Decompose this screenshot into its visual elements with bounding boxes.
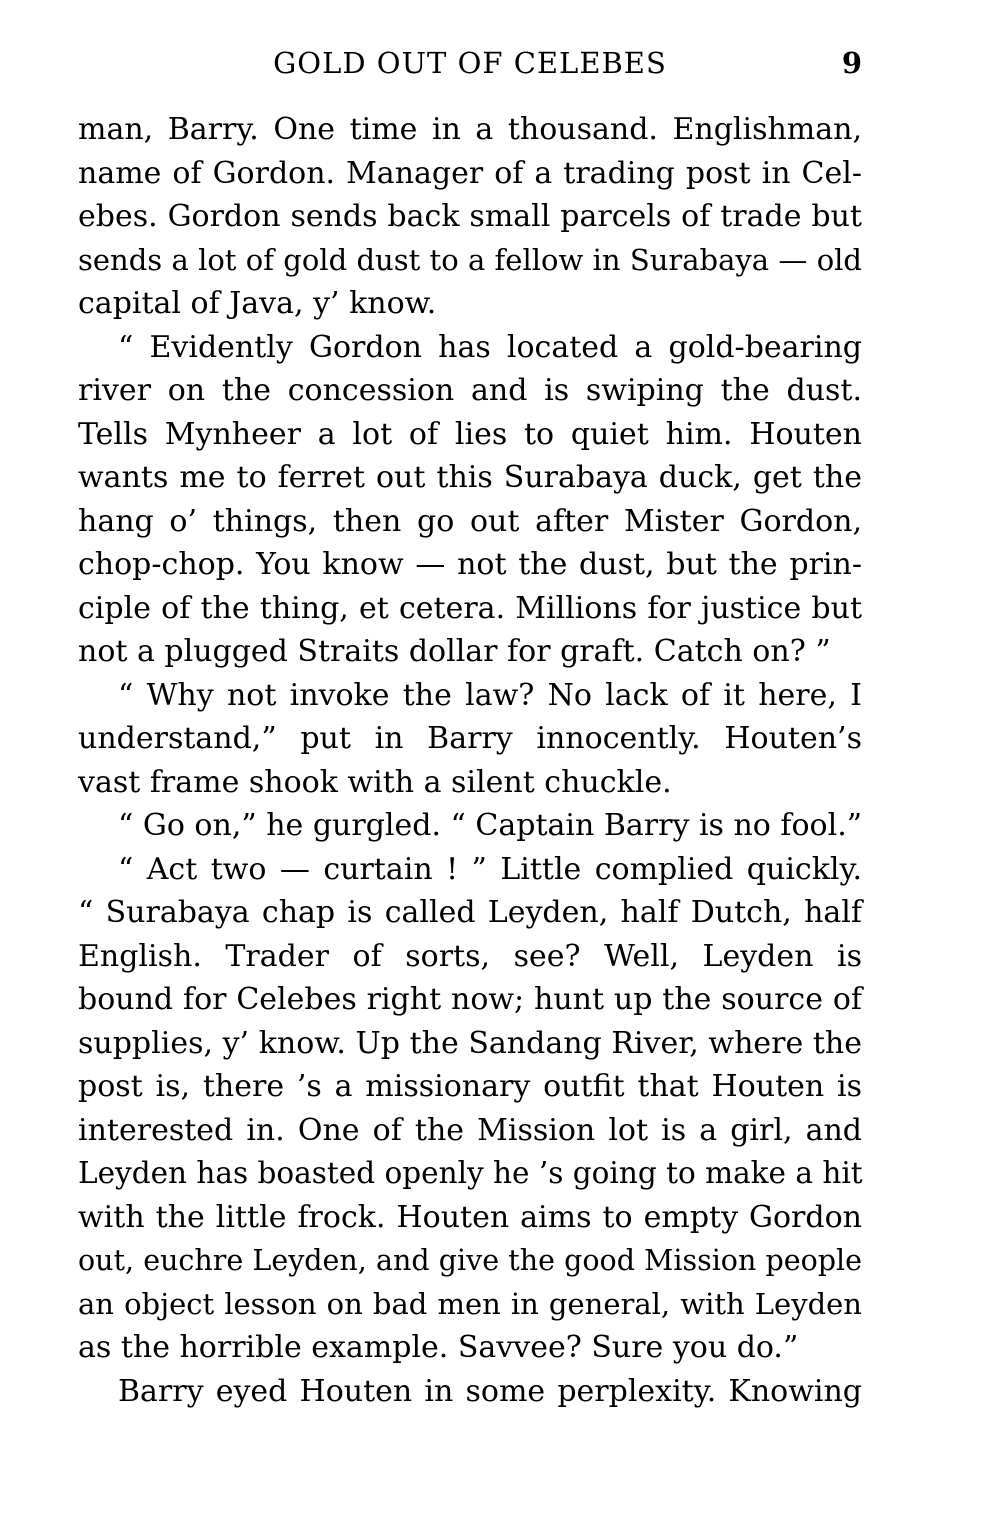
running-head-title: GOLD OUT OF CELEBES [273,46,667,80]
text-line: sends a lot of gold dust to a fellow in Surabaya — old [78,242,862,277]
text-line: river on the concession and is swiping the dust. [78,373,862,408]
text-line: chop-chop. You know — not the dust, but the prin- [78,547,862,582]
text-line: “ Act two — curtain ! ” Little complied quickly. [118,851,862,887]
text-line: bound for Celebes right now; hunt up the source of [78,982,862,1017]
text-line: post is, there ’s a missionary outfit that Houten is [78,1069,862,1104]
text-line: supplies, y’ know. Up the Sandang River, where the [78,1025,862,1061]
text-line: capital of Java, y’ know. [78,286,437,321]
text-line: man, Barry. One time in a thousand. Englishman, [78,112,862,147]
text-line: English. Trader of sorts, see? Well, Leyden is [78,938,862,974]
text-line: with the little frock. Houten aims to empty Gordon [78,1199,862,1235]
text-line: “ Evidently Gordon has located a gold-bearing [118,329,862,365]
text-line: “ Surabaya chap is called Leyden, half Dutch, half [78,895,862,930]
text-line: hang o’ things, then go out after Mister Gordon, [78,503,862,539]
text-line: “ Why not invoke the law? No lack of it here, I [118,677,862,713]
text-line: an object lesson on bad men in general, with Leyden [78,1286,862,1321]
text-line: Tells Mynheer a lot of lies to quiet him. Houten [78,416,862,452]
text-line: wants me to ferret out this Surabaya duck, get the [78,460,862,495]
page-number: 9 [841,46,862,80]
text-line: ciple of the thing, et cetera. Millions for justice but [78,590,862,626]
text-line: “ Go on,” he gurgled. “ Captain Barry is no fool.” [118,808,863,843]
running-head [78,40,862,90]
text-line: understand,” put in Barry innocently. Houten’s [78,721,862,756]
text-line: ebes. Gordon sends back small parcels of trade but [78,199,862,234]
text-line: out, euchre Leyden, and give the good Mission people [78,1244,862,1277]
body-text [78,108,862,1413]
text-line: vast frame shook with a silent chuckle. [78,764,672,800]
text-line: interested in. One of the Mission lot is a girl, and [78,1112,862,1148]
text-line: Leyden has boasted openly he ’s going to make a hit [78,1156,863,1190]
text-line: Barry eyed Houten in some perplexity. Knowing [118,1373,862,1409]
text-line: name of Gordon. Manager of a trading post in Cel- [78,155,862,191]
text-line: not a plugged Straits dollar for graft. Catch on? ” [78,634,831,669]
text-line: as the horrible example. Savvee? Sure you do.” [78,1330,799,1365]
